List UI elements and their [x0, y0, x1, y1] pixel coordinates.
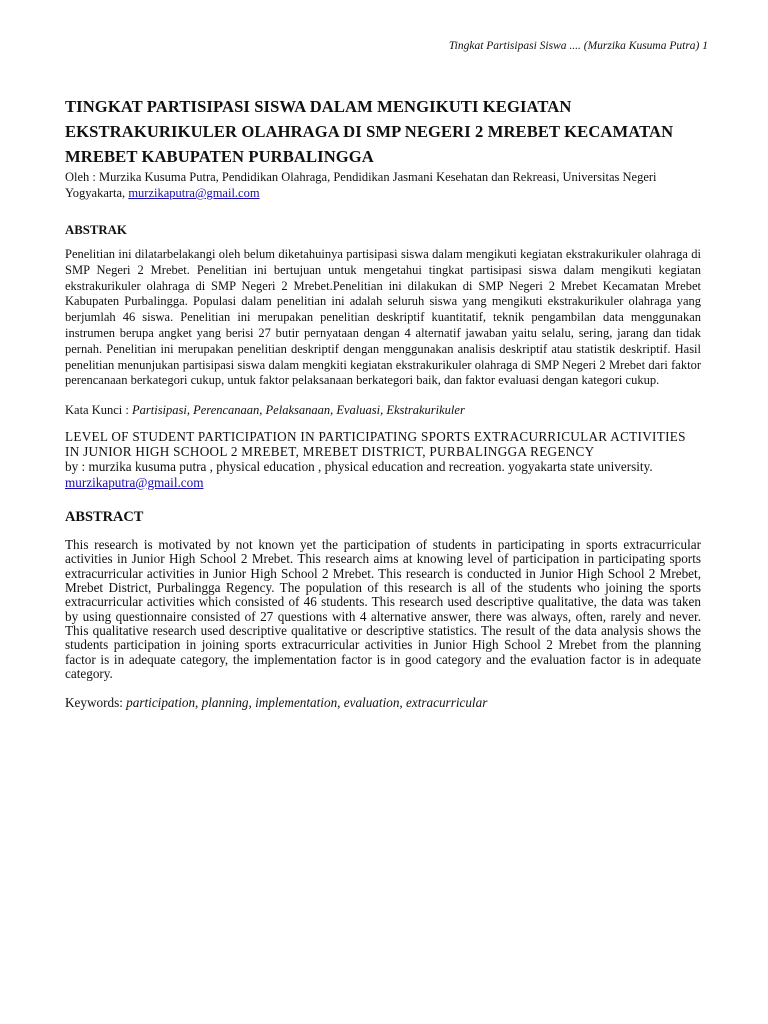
abstrak-heading: ABSTRAK	[65, 223, 127, 237]
keywords	[65, 695, 701, 711]
abstract-heading: ABSTRACT	[65, 509, 144, 526]
running-head: Tingkat Partisipasi Siswa .... (Murzika Kusuma Putra) 1	[448, 40, 708, 52]
author-email-link[interactable]: murzikaputra@gmail.com	[128, 186, 260, 200]
abstrak-text: Penelitian ini dilatarbelakangi oleh belum diketahuinya partisipasi siswa dalam mengikuti kegiatan ekstrakurikuler olahraga di SMP Negeri 2 Mrebet. Penelitian ini bertujuan untuk mengetahui tingkat partisipasi siswa dalam mengikuti kegiatan ekstrakurikuler olahraga di SMP Negeri 2 Mrebet.Penelitian ini dilakukan di SMP Negeri 2 Mrebet Kecamatan Mrebet Kabupaten Purbalingga. Populasi dalam penelitian ini adalah seluruh siswa yang mengikuti ekstrakurikuler olahraga yang berjumlah 46 siswa. Penelitian ini merupakan penelitian deskriptif kuantitatif, teknik pengambilan data menggunakan instrumen berupa angket yang berisi 27 butir pernyataan dengan 4 alternatif jawaban yaitu selalu, sering, jarang dan tidak pernah. Penelitian ini merupakan penelitian deskriptif dengan menggunakan analisis deskriptif atau statistik deskriptif. Hasil penelitian menunjukan partisipasi siswa dalam mengkiti kegiatan ekstrakurikuler olahraga di SMP Negeri 2 Mrebet dari faktor perencanaan berkategori cukup, untuk faktor pelaksanaan berkategori baik, dan faktor evaluasi dengan kategori cukup.	[65, 247, 701, 388]
english-author-line: by : murzika kusuma putra , physical education , physical education and recreation. yogyakarta state university.	[65, 459, 653, 475]
english-title: LEVEL OF STUDENT PARTICIPATION IN PARTICIPATING SPORTS EXTRACURRICULAR ACTIVITIES IN JUNIOR HIGH SCHOOL 2 MREBET, MREBET DISTRICT, PURBALINGGA REGENCY	[65, 429, 686, 459]
english-header	[65, 430, 701, 490]
keywords-values: participation, planning, implementation, evaluation, extracurricular	[126, 695, 488, 711]
author-affiliation	[65, 169, 701, 201]
keywords-label: Keywords:	[65, 695, 127, 711]
kata-kunci-values: Partisipasi, Perencanaan, Pelaksanaan, Evaluasi, Ekstrakurikuler	[132, 403, 465, 418]
article-title: TINGKAT PARTISIPASI SISWA DALAM MENGIKUTI KEGIATAN EKSTRAKURIKULER OLAHRAGA DI SMP NEGERI 2 MREBET KECAMATAN MREBET KABUPATEN PURBALINGGA	[65, 97, 674, 166]
kata-kunci-label: Kata Kunci :	[65, 403, 132, 418]
english-author	[65, 459, 701, 490]
english-email-link[interactable]: murzikaputra@gmail.com	[65, 474, 204, 490]
kata-kunci	[65, 403, 701, 418]
author-line: Oleh : Murzika Kusuma Putra, Pendidikan Olahraga, Pendidikan Jasmani Kesehatan dan Rekreasi, Universitas Negeri Yogyakarta,	[65, 170, 657, 200]
article-content	[65, 94, 701, 711]
abstract-text: This research is motivated by not known yet the participation of students in participating in sports extracurricular activities in Junior High School 2 Mrebet. This research aims at knowing level of participation in participating sports extracurricular activities in Junior High School 2 Mrebet. This research is conducted in Junior High School 2 Mrebet, Mrebet District, Purbalingga Regency. The population of this research is all of the students who joining the sports extracurricular activities which consisted of 46 students. This research used descriptive qualitative, the data was taken by using questionnaire consisted of 27 questions with 4 alternative answer, there was always, often, rarely and never. This qualitative research used descriptive qualitative or descriptive statistics. The result of the data analysis shows the students participation in joining sports extracurricular activities in Junior High School 2 Mrebet from the planning factor is in adequate category, the implementation factor is in good category and the evaluation factor is in adequate category.	[65, 537, 701, 681]
